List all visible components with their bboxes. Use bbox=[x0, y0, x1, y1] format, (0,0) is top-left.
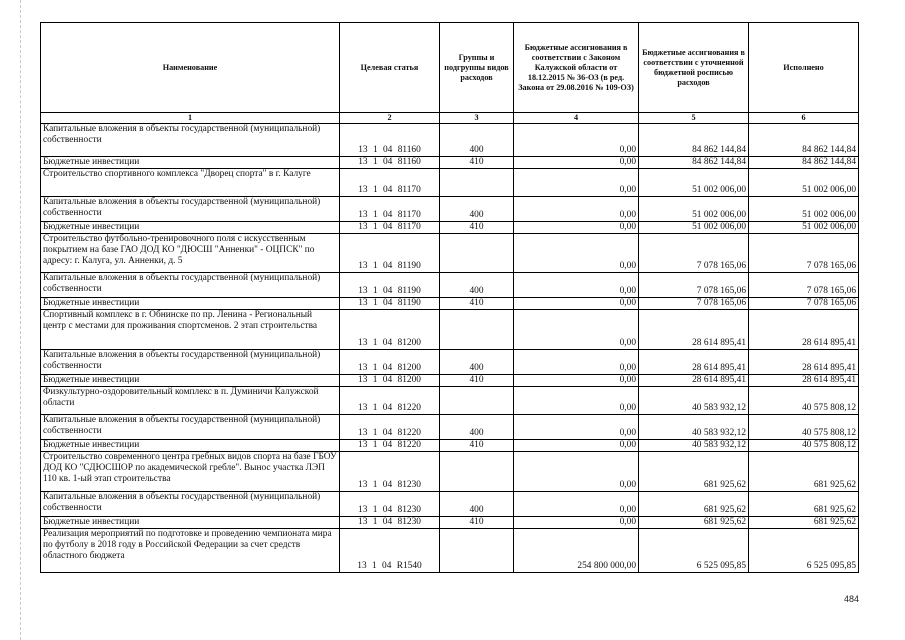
row-target-article: 13 1 04 81220 bbox=[340, 387, 440, 415]
table-row bbox=[41, 517, 859, 529]
table-body bbox=[41, 124, 859, 573]
row-law-amount: 0,00 bbox=[514, 492, 639, 517]
table-header-row bbox=[41, 23, 859, 113]
row-executed-amount: 51 002 006,00 bbox=[749, 222, 859, 234]
row-name: Спортивный комплекс в г. Обнинске по пр. Ленина - Региональный центр с местами для проживания спортсменов. 2 этап строительства bbox=[41, 310, 340, 350]
row-executed-amount: 28 614 895,41 bbox=[749, 310, 859, 350]
header-name: Наименование bbox=[41, 23, 340, 113]
row-target-article: 13 1 04 81190 bbox=[340, 273, 440, 298]
row-refined-amount: 40 583 932,12 bbox=[639, 387, 749, 415]
table-row bbox=[41, 197, 859, 222]
row-expense-group bbox=[440, 529, 514, 573]
row-refined-amount: 84 862 144,84 bbox=[639, 124, 749, 157]
row-refined-amount: 51 002 006,00 bbox=[639, 222, 749, 234]
row-name: Бюджетные инвестиции bbox=[41, 517, 340, 529]
row-name: Бюджетные инвестиции bbox=[41, 440, 340, 452]
row-executed-amount: 84 862 144,84 bbox=[749, 124, 859, 157]
row-refined-amount: 7 078 165,06 bbox=[639, 298, 749, 310]
header-law-allocations: Бюджетные ассигнования в соответствии с Законом Калужской области от 18.12.2015 № 36-ОЗ (в ред. Закона от 29.08.2016 № 109-ОЗ) bbox=[514, 23, 639, 113]
column-number-row bbox=[41, 113, 859, 124]
row-refined-amount: 40 583 932,12 bbox=[639, 440, 749, 452]
table-row bbox=[41, 273, 859, 298]
row-name: Капитальные вложения в объекты государственной (муниципальной) собственности bbox=[41, 197, 340, 222]
row-executed-amount: 28 614 895,41 bbox=[749, 350, 859, 375]
row-expense-group: 400 bbox=[440, 273, 514, 298]
row-executed-amount: 51 002 006,00 bbox=[749, 169, 859, 197]
row-refined-amount: 681 925,62 bbox=[639, 492, 749, 517]
row-refined-amount: 7 078 165,06 bbox=[639, 273, 749, 298]
row-law-amount: 0,00 bbox=[514, 234, 639, 273]
row-refined-amount: 681 925,62 bbox=[639, 517, 749, 529]
row-executed-amount: 681 925,62 bbox=[749, 452, 859, 492]
row-law-amount: 0,00 bbox=[514, 415, 639, 440]
row-refined-amount: 51 002 006,00 bbox=[639, 197, 749, 222]
table-row bbox=[41, 310, 859, 350]
row-refined-amount: 7 078 165,06 bbox=[639, 234, 749, 273]
row-law-amount: 0,00 bbox=[514, 298, 639, 310]
column-number: 1 bbox=[41, 113, 340, 124]
column-number: 5 bbox=[639, 113, 749, 124]
table-row bbox=[41, 375, 859, 387]
row-expense-group bbox=[440, 387, 514, 415]
column-number: 2 bbox=[340, 113, 440, 124]
row-law-amount: 0,00 bbox=[514, 310, 639, 350]
header-target-article: Целевая статья bbox=[340, 23, 440, 113]
header-refined-allocations: Бюджетные ассигнования в соответствии с уточненной бюджетной росписью расходов bbox=[639, 23, 749, 113]
row-expense-group: 410 bbox=[440, 440, 514, 452]
row-target-article: 13 1 04 81220 bbox=[340, 415, 440, 440]
row-expense-group: 400 bbox=[440, 197, 514, 222]
row-refined-amount: 28 614 895,41 bbox=[639, 375, 749, 387]
table-row bbox=[41, 298, 859, 310]
row-target-article: 13 1 04 81230 bbox=[340, 452, 440, 492]
row-executed-amount: 40 575 808,12 bbox=[749, 415, 859, 440]
table-row bbox=[41, 492, 859, 517]
header-executed: Исполнено bbox=[749, 23, 859, 113]
row-target-article: 13 1 04 81160 bbox=[340, 124, 440, 157]
table-row bbox=[41, 440, 859, 452]
row-target-article: 13 1 04 81190 bbox=[340, 234, 440, 273]
row-expense-group bbox=[440, 310, 514, 350]
row-target-article: 13 1 04 81170 bbox=[340, 197, 440, 222]
row-name: Капитальные вложения в объекты государственной (муниципальной) собственности bbox=[41, 273, 340, 298]
row-executed-amount: 7 078 165,06 bbox=[749, 273, 859, 298]
row-expense-group: 400 bbox=[440, 492, 514, 517]
row-executed-amount: 84 862 144,84 bbox=[749, 157, 859, 169]
row-name: Физкультурно-оздоровительный комплекс в п. Думиничи Калужской области bbox=[41, 387, 340, 415]
row-law-amount: 254 800 000,00 bbox=[514, 529, 639, 573]
row-executed-amount: 40 575 808,12 bbox=[749, 387, 859, 415]
row-target-article: 13 1 04 R1540 bbox=[340, 529, 440, 573]
row-target-article: 13 1 04 81200 bbox=[340, 350, 440, 375]
table-row bbox=[41, 387, 859, 415]
row-name: Бюджетные инвестиции bbox=[41, 375, 340, 387]
row-executed-amount: 681 925,62 bbox=[749, 517, 859, 529]
row-refined-amount: 84 862 144,84 bbox=[639, 157, 749, 169]
row-name: Капитальные вложения в объекты государственной (муниципальной) собственности bbox=[41, 124, 340, 157]
row-executed-amount: 7 078 165,06 bbox=[749, 234, 859, 273]
row-name: Строительство футбольно-тренировочного поля с искусственным покрытием на базе ГАО ДОД КО "ДЮСШ "Анненки" - ОЦПСК" по адресу: г. Калуга, ул. Анненки, д. 5 bbox=[41, 234, 340, 273]
table-row bbox=[41, 234, 859, 273]
row-target-article: 13 1 04 81160 bbox=[340, 157, 440, 169]
budget-table bbox=[40, 22, 859, 573]
row-law-amount: 0,00 bbox=[514, 197, 639, 222]
row-refined-amount: 40 583 932,12 bbox=[639, 415, 749, 440]
row-expense-group: 400 bbox=[440, 350, 514, 375]
row-expense-group: 410 bbox=[440, 517, 514, 529]
row-target-article: 13 1 04 81230 bbox=[340, 492, 440, 517]
row-target-article: 13 1 04 81220 bbox=[340, 440, 440, 452]
row-expense-group: 400 bbox=[440, 124, 514, 157]
row-expense-group: 410 bbox=[440, 298, 514, 310]
row-law-amount: 0,00 bbox=[514, 157, 639, 169]
row-executed-amount: 681 925,62 bbox=[749, 492, 859, 517]
row-executed-amount: 7 078 165,06 bbox=[749, 298, 859, 310]
table-row bbox=[41, 350, 859, 375]
row-expense-group bbox=[440, 234, 514, 273]
column-number: 4 bbox=[514, 113, 639, 124]
row-target-article: 13 1 04 81200 bbox=[340, 375, 440, 387]
row-target-article: 13 1 04 81170 bbox=[340, 222, 440, 234]
table-row bbox=[41, 157, 859, 169]
row-law-amount: 0,00 bbox=[514, 452, 639, 492]
row-law-amount: 0,00 bbox=[514, 124, 639, 157]
row-name: Бюджетные инвестиции bbox=[41, 157, 340, 169]
row-target-article: 13 1 04 81170 bbox=[340, 169, 440, 197]
row-law-amount: 0,00 bbox=[514, 222, 639, 234]
row-name: Капитальные вложения в объекты государственной (муниципальной) собственности bbox=[41, 415, 340, 440]
row-refined-amount: 51 002 006,00 bbox=[639, 169, 749, 197]
table-row bbox=[41, 452, 859, 492]
row-executed-amount: 6 525 095,85 bbox=[749, 529, 859, 573]
row-refined-amount: 681 925,62 bbox=[639, 452, 749, 492]
table-row bbox=[41, 529, 859, 573]
row-expense-group: 410 bbox=[440, 157, 514, 169]
page-number: 484 bbox=[843, 594, 859, 604]
row-refined-amount: 6 525 095,85 bbox=[639, 529, 749, 573]
row-law-amount: 0,00 bbox=[514, 169, 639, 197]
row-name: Капитальные вложения в объекты государственной (муниципальной) собственности bbox=[41, 350, 340, 375]
row-expense-group: 400 bbox=[440, 415, 514, 440]
row-name: Реализация мероприятий по подготовке и проведению чемпионата мира по футболу в 2018 году в Российской Федерации за счет средств областного бюджета bbox=[41, 529, 340, 573]
table-row bbox=[41, 222, 859, 234]
row-target-article: 13 1 04 81230 bbox=[340, 517, 440, 529]
row-law-amount: 0,00 bbox=[514, 375, 639, 387]
table-row bbox=[41, 169, 859, 197]
row-executed-amount: 28 614 895,41 bbox=[749, 375, 859, 387]
table-row bbox=[41, 124, 859, 157]
row-name: Бюджетные инвестиции bbox=[41, 298, 340, 310]
row-executed-amount: 51 002 006,00 bbox=[749, 197, 859, 222]
row-name: Бюджетные инвестиции bbox=[41, 222, 340, 234]
row-target-article: 13 1 04 81190 bbox=[340, 298, 440, 310]
column-number: 3 bbox=[440, 113, 514, 124]
row-law-amount: 0,00 bbox=[514, 273, 639, 298]
table-row bbox=[41, 415, 859, 440]
row-refined-amount: 28 614 895,41 bbox=[639, 350, 749, 375]
binding-margin-line bbox=[20, 0, 22, 640]
row-law-amount: 0,00 bbox=[514, 350, 639, 375]
row-expense-group: 410 bbox=[440, 375, 514, 387]
row-law-amount: 0,00 bbox=[514, 387, 639, 415]
row-executed-amount: 40 575 808,12 bbox=[749, 440, 859, 452]
row-name: Капитальные вложения в объекты государственной (муниципальной) собственности bbox=[41, 492, 340, 517]
header-expense-groups: Группы и подгруппы видов расходов bbox=[440, 23, 514, 113]
row-expense-group: 410 bbox=[440, 222, 514, 234]
row-name: Строительство спортивного комплекса "Дворец спорта" в г. Калуге bbox=[41, 169, 340, 197]
row-target-article: 13 1 04 81200 bbox=[340, 310, 440, 350]
row-refined-amount: 28 614 895,41 bbox=[639, 310, 749, 350]
row-expense-group bbox=[440, 452, 514, 492]
row-name: Строительство современного центра гребных видов спорта на базе ГБОУ ДОД КО "СДЮСШОР по академической гребле". Вынос участка ЛЭП 110 кв. 1-ый этап строительства bbox=[41, 452, 340, 492]
column-number: 6 bbox=[749, 113, 859, 124]
row-law-amount: 0,00 bbox=[514, 517, 639, 529]
row-expense-group bbox=[440, 169, 514, 197]
row-law-amount: 0,00 bbox=[514, 440, 639, 452]
